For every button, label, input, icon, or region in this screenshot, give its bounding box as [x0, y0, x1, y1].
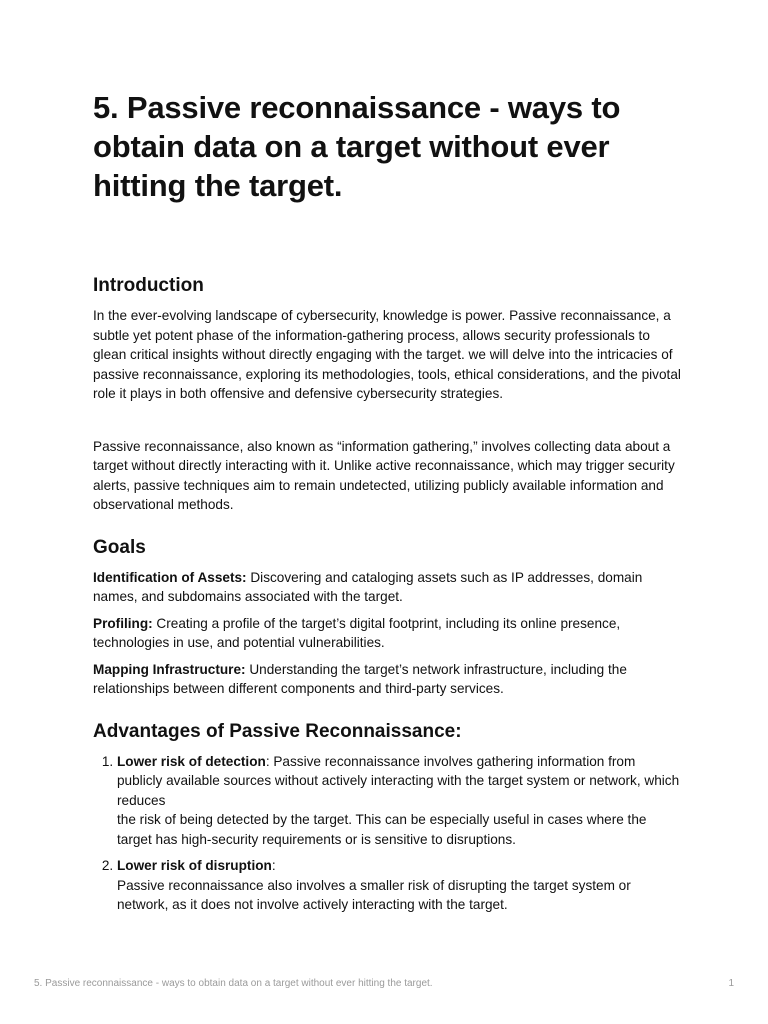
- footer-title: 5. Passive reconnaissance - ways to obtain data on a target without ever hitting the target.: [34, 978, 433, 989]
- advantage-text-continued: the risk of being detected by the target. This can be especially useful in cases where the target has high-security requirements or is sensitive to disruptions.: [117, 812, 647, 847]
- advantage-text: : Passive reconnaissance involves gathering information from publicly available sources without actively interacting with the target system or network, which reduces: [117, 753, 680, 808]
- goal-item: [93, 660, 683, 699]
- introduction-heading: Introduction: [93, 275, 204, 296]
- advantages-heading: Advantages of Passive Reconnaissance:: [93, 720, 462, 742]
- advantages-list: [93, 752, 683, 915]
- goal-item: [93, 568, 683, 607]
- advantage-label: Lower risk of disruption: [117, 858, 272, 873]
- document-title: 5. Passive reconnaissance - ways to obtain data on a target without ever hitting the target.: [93, 90, 621, 203]
- goal-text: Creating a profile of the target’s digital footprint, including its online presence, technologies in use, and potential vulnerabilities.: [93, 615, 621, 650]
- goal-text: Discovering and cataloging assets such as IP addresses, domain names, and subdomains associated with the target.: [93, 569, 643, 604]
- advantage-text-continued: Passive reconnaissance also involves a smaller risk of disrupting the target system or network, as it does not involve actively interacting with the target.: [117, 877, 631, 912]
- goal-text: Understanding the target’s network infrastructure, including the relationships between different components and third-party services.: [93, 661, 627, 696]
- footer-page-number: 1: [728, 978, 734, 989]
- introduction-paragraph-2: Passive reconnaissance, also known as “information gathering,” involves collecting data about a target without directly interacting with it. Unlike active reconnaissance, which may trigger security alerts, passive techniques aim to remain undetected, utilizing publicly available information and observational methods.: [93, 438, 675, 512]
- goals-heading: Goals: [93, 536, 146, 558]
- advantage-item: [117, 752, 683, 850]
- advantage-label: Lower risk of detection: [117, 753, 266, 769]
- advantage-text: :: [271, 858, 276, 873]
- goal-label: Profiling:: [93, 615, 153, 631]
- document-page: [93, 88, 683, 915]
- advantage-item: [117, 856, 683, 915]
- goal-item: [93, 614, 683, 653]
- goal-label: Identification of Assets:: [93, 569, 247, 585]
- introduction-paragraph-1: In the ever-evolving landscape of cybersecurity, knowledge is power. Passive reconnaissance, a subtle yet potent phase of the information-gathering process, allows security professionals to glean critical insights without directly engaging with the target. we will delve into the intricacies of passive reconnaissance, exploring its methodologies, tools, ethical considerations, and the pivotal role it plays in both offensive and defensive cybersecurity strategies.: [93, 308, 681, 401]
- goal-label: Mapping Infrastructure:: [93, 661, 246, 677]
